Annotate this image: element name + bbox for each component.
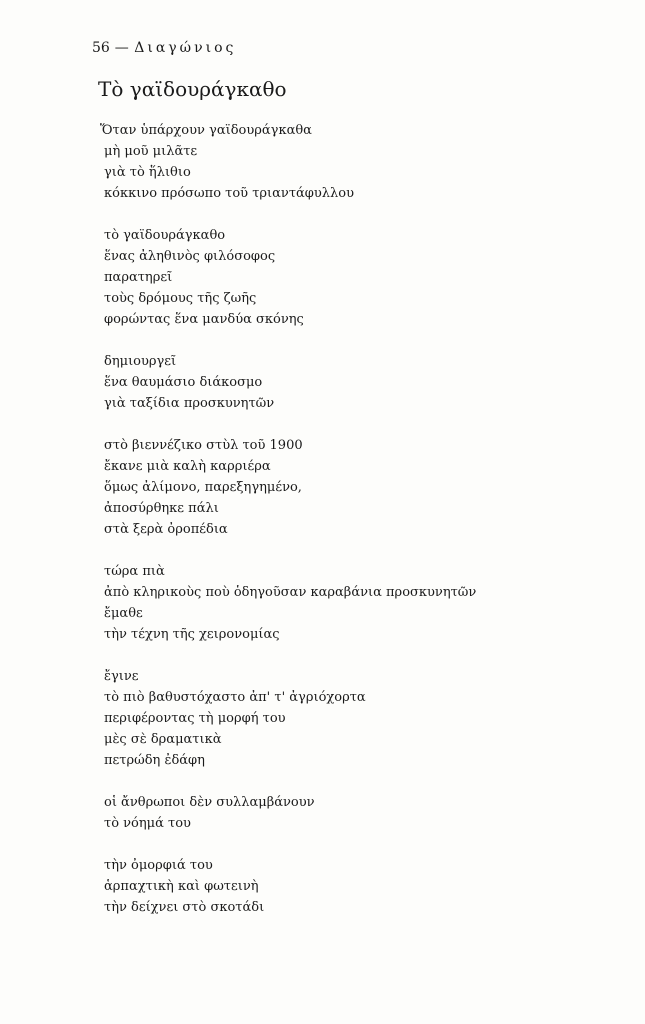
running-head: [92, 40, 236, 56]
poem-line: τὴν δείχνει στὸ σκοτάδι: [104, 900, 265, 915]
poem-line: τοὺς δρόμους τῆς ζωῆς: [104, 291, 257, 306]
poem-line: τὴν τέχνη τῆς χειρονομίας: [104, 627, 280, 642]
poem-line: τὴν ὀμορφιά του: [104, 858, 213, 873]
poem-line: περιφέροντας τὴ μορφή του: [104, 711, 286, 726]
poem-line: ὅμως ἀλίμονο, παρεξηγημένο,: [104, 480, 302, 495]
poem-line: πετρώδη ἐδάφη: [104, 753, 205, 768]
poem-line: ἔκανε μιὰ καλὴ καρριέρα: [104, 459, 271, 474]
poem-line: κόκκινο πρόσωπο τοῦ τριαντάφυλλου: [104, 186, 355, 201]
poem-line: ἔγινε: [104, 669, 139, 684]
poem-line: τὸ γαϊδουράγκαθο: [104, 228, 226, 243]
poem-line: ἔμαθε: [104, 606, 143, 621]
poem-line: δημιουργεῖ: [104, 354, 177, 369]
poem-line: στὸ βιεννέζικο στὺλ τοῦ 1900: [104, 438, 303, 453]
author-name: Διαγώνιος: [134, 40, 237, 56]
stanza-break: [104, 771, 476, 792]
poem-line: παρατηρεῖ: [104, 270, 173, 285]
page-number: 56: [92, 40, 110, 56]
stanza-break: [104, 204, 476, 225]
poem-line: γιὰ τὸ ἥλιθιο: [104, 165, 191, 180]
poem-line: τὸ νόημά του: [104, 816, 191, 831]
poem-line: ἕνα θαυμάσιο διάκοσμο: [104, 375, 263, 390]
stanza-break: [104, 414, 476, 435]
poem-line: φορώντας ἕνα μανδύα σκόνης: [104, 312, 304, 327]
poem-line: τώρα πιὰ: [104, 564, 165, 579]
poem-body: [100, 120, 477, 918]
poem-line: στὰ ξερὰ ὀροπέδια: [104, 522, 228, 537]
poem-line: τὸ πιὸ βαθυστόχαστο ἀπ' τ' ἀγριόχορτα: [104, 690, 366, 705]
poem-line: μὴ μοῦ μιλᾶτε: [104, 144, 198, 159]
poem-line: οἱ ἄνθρωποι δὲν συλλαμβάνουν: [104, 795, 315, 810]
poem-line: ἁρπαχτικὴ καὶ φωτεινὴ: [104, 879, 259, 894]
stanza-break: [104, 330, 476, 351]
poem-line: ἀπὸ κληρικοὺς ποὺ ὁδηγοῦσαν καραβάνια προσκυνητῶν: [104, 585, 477, 600]
poem-line: μὲς σὲ δραματικὰ: [104, 732, 222, 747]
stanza-break: [104, 645, 476, 666]
poem-line: ἕνας ἀληθινὸς φιλόσοφος: [104, 249, 276, 264]
poem-title: Τὸ γαϊδουράγκαθο: [98, 77, 287, 101]
stanza-break: [104, 540, 476, 561]
poem-line: γιὰ ταξίδια προσκυνητῶν: [104, 396, 275, 411]
poem-line: ἀποσύρθηκε πάλι: [104, 501, 219, 516]
header-separator: —: [114, 40, 130, 56]
stanza-break: [104, 834, 476, 855]
poem-line: Ὅταν ὑπάρχουν γαϊδουράγκαθα: [100, 123, 312, 138]
